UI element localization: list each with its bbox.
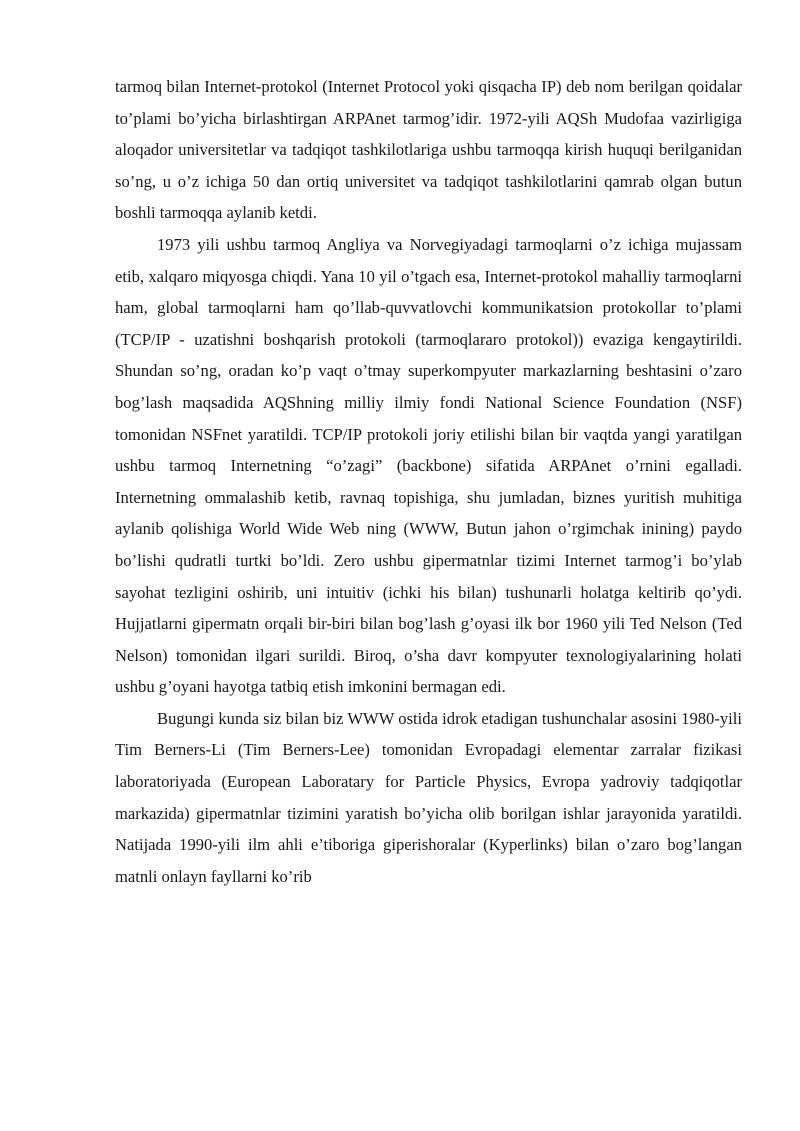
- paragraph-arpanet-expansion: 1973 yili ushbu tarmoq Angliya va Norvegiyadagi tarmoqlarni o’z ichiga mujassam etib, xalqaro miqyosga chiqdi. Yana 10 yil o’tgach esa, Internet-protokol mahalliy tarmoqlarni ham, global tarmoqlarni ham qo’llab-quvvatlovchi kommunikatsion protokollar to’plami (TCP/IP - uzatishni boshqarish protokoli (tarmoqlararo protokol)) evaziga kengaytirildi. Shundan so’ng, oradan ko’p vaqt o’tmay superkompyuter markazlarning beshtasini o’zaro bog’lash maqsadida AQShning milliy ilmiy fondi National Science Foundation (NSF) tomonidan NSFnet yaratildi. TCP/IP protokoli joriy etilishi bilan bir vaqtda yangi yaratilgan ushbu tarmoq Internetning “o’zagi” (backbone) sifatida ARPAnet o’rnini egalladi. Internetning ommalashib ketib, ravnaq topishiga, shu jumladan, biznes yuritish muhitiga aylanib qolishiga World Wide Web ning (WWW, Butun jahon o’rgimchak inining) paydo bo’lishi qudratli turtki bo’ldi. Zero ushbu gipermatnlar tizimi Internet tarmog’i bo’ylab sayohat tezligini oshirib, uni intuitiv (ichki his bilan) tushunarli holatga keltirib qo’ydi. Hujjatlarni gipermatn orqali bir-biri bilan bog’lash g’oyasi ilk bor 1960 yili Ted Nelson (Ted Nelson) tomonidan ilgari surildi. Biroq, o’sha davr kompyuter texnologiyalarining holati ushbu g’oyani hayotga tatbiq etish imkonini bermagan edi.: [115, 234, 742, 697]
- paragraph-www-origin: Bugungi kunda siz bilan biz WWW ostida idrok etadigan tushunchalar asosini 1980-yili Tim Berners-Li (Tim Berners-Lee) tomonidan Evropadagi elementar zarralar fizikasi laboratoriyada (European Laboratary for Particle Physics, Evropa yadroviy tadqiqotlar markazida) gipermatnlar tizimini yaratish bo’yicha olib borilgan ishlar jarayonida yaratildi. Natijada 1990-yili ilm ahli e’tiboriga giperishoralar (Kyperlinks) bilan o’zaro bog’langan matnli onlayn fayllarni ko’rib: [115, 708, 742, 886]
- paragraph-continuation: tarmoq bilan Internet-protokol (Internet Protocol yoki qisqacha IP) deb nom berilgan qoidalar to’plami bo’yicha birlashtirgan ARPAnet tarmog’idir. 1972-yili AQSh Mudofaa vazirligiga aloqador universitetlar va tadqiqot tashkilotlariga ushbu tarmoqqa kirish huquqi berilganidan so’ng, u o’z ichiga 50 dan ortiq universitet va tadqiqot tashkilotlarini qamrab olgan butun boshli tarmoqqa aylanib ketdi.: [115, 77, 742, 223]
- document-body: [115, 71, 742, 892]
